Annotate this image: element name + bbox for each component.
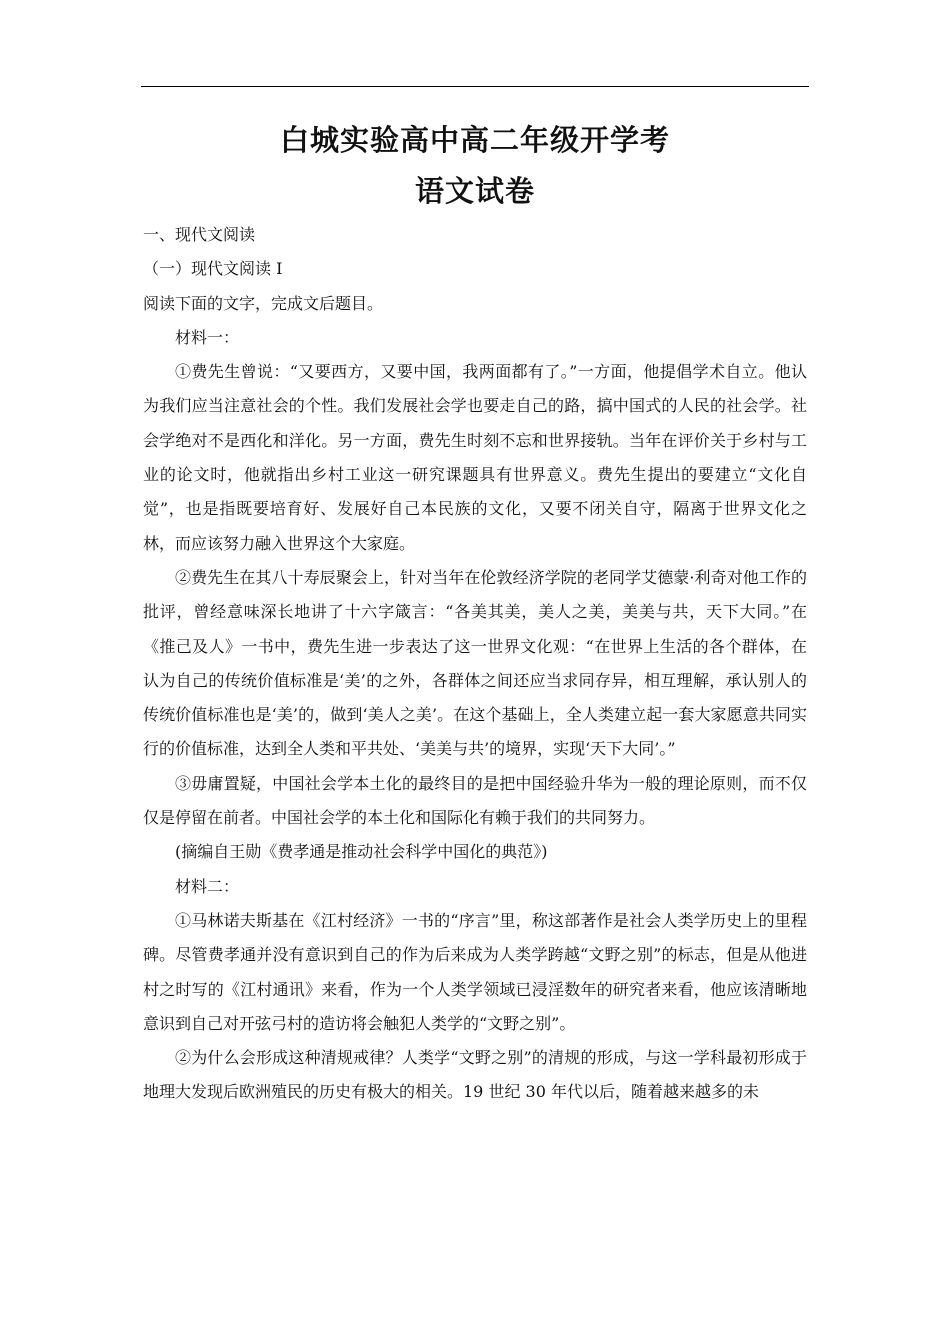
exam-content [143, 218, 807, 1110]
material-2-label: 材料二： [175, 876, 240, 896]
material-1-source: (摘编自王勋《费孝通是推动社会科学中国化的典范》) [175, 842, 548, 862]
section-subheading: （一）现代文阅读 I [143, 259, 283, 279]
header-rule [141, 86, 809, 87]
material-1-paragraph-1: ①费先生曾说：“又要西方，又要中国，我两面都有了。”一方面，他提倡学术自立。他认为我们应当注意社会的个性。我们发展社会学也要走自己的路，搞中国式的人民的社会学。社会学绝对不是西化和洋化。另一方面，费先生时刻不忘和世界接轨。当年在评价关于乡村与工业的论文时，他就指出乡村工业这一研究课题具有世界意义。费先生提出的要建立“文化自觉”，也是指既要培育好、发展好自己本民族的文化，又要不闭关自守，隔离于世界文化之林，而应该努力融入世界这个大家庭。 [143, 362, 807, 553]
material-1-label: 材料一： [175, 327, 240, 347]
material-2-paragraph-2: ②为什么会形成这种清规戒律？人类学“文野之别”的清规的形成，与这一学科最初形成于地理大发现后欧洲殖民的历史有极大的相关。19 世纪 30 年代以后，随着越来越多的未 [143, 1048, 807, 1102]
exam-subject-title: 语文试卷 [414, 174, 535, 208]
material-1-paragraph-2: ②费先生在其八十寿辰聚会上，针对当年在伦敦经济学院的老同学艾德蒙·利奇对他工作的批评，曾经意味深长地讲了十六字箴言：“各美其美，美人之美，美美与共，天下大同。”在《推己及人》一书中，费先生进一步表达了这一世界文化观：“在世界上生活的各个群体，在认为自己的传统价值标准是‘美’的之外，各群体之间还应当求同存异，相互理解，承认别人的传统价值标准也是‘美’的，做到‘美人之美’。在这个基础上，全人类建立起一套大家愿意共同实行的价值标准，达到全人类和平共处、‘美美与共’的境界，实现‘天下大同’。” [143, 567, 807, 759]
material-1-paragraph-3: ③毋庸置疑，中国社会学本土化的最终目的是把中国经验升华为一般的理论原则，而不仅仅是停留在前者。中国社会学的本土化和国际化有赖于我们的共同努力。 [143, 773, 807, 828]
reading-instruction: 阅读下面的文字，完成文后题目。 [143, 293, 384, 313]
exam-title: 白城实验高中高二年级开学考 [279, 123, 670, 157]
material-2-paragraph-1: ①马林诺夫斯基在《江村经济》一书的“序言”里，称这部著作是社会人类学历史上的里程碑。尽管费孝通并没有意识到自己的作为后来成为人类学跨越“文野之别”的标志，但是从他进村之时写的《江村通讯》来看，作为一个人类学领域已浸淫数年的研究者来看，他应该清晰地意识到自己对开弦弓村的造访将会触犯人类学的“文野之别”。 [143, 910, 807, 1033]
section-heading: 一、现代文阅读 [143, 225, 256, 244]
